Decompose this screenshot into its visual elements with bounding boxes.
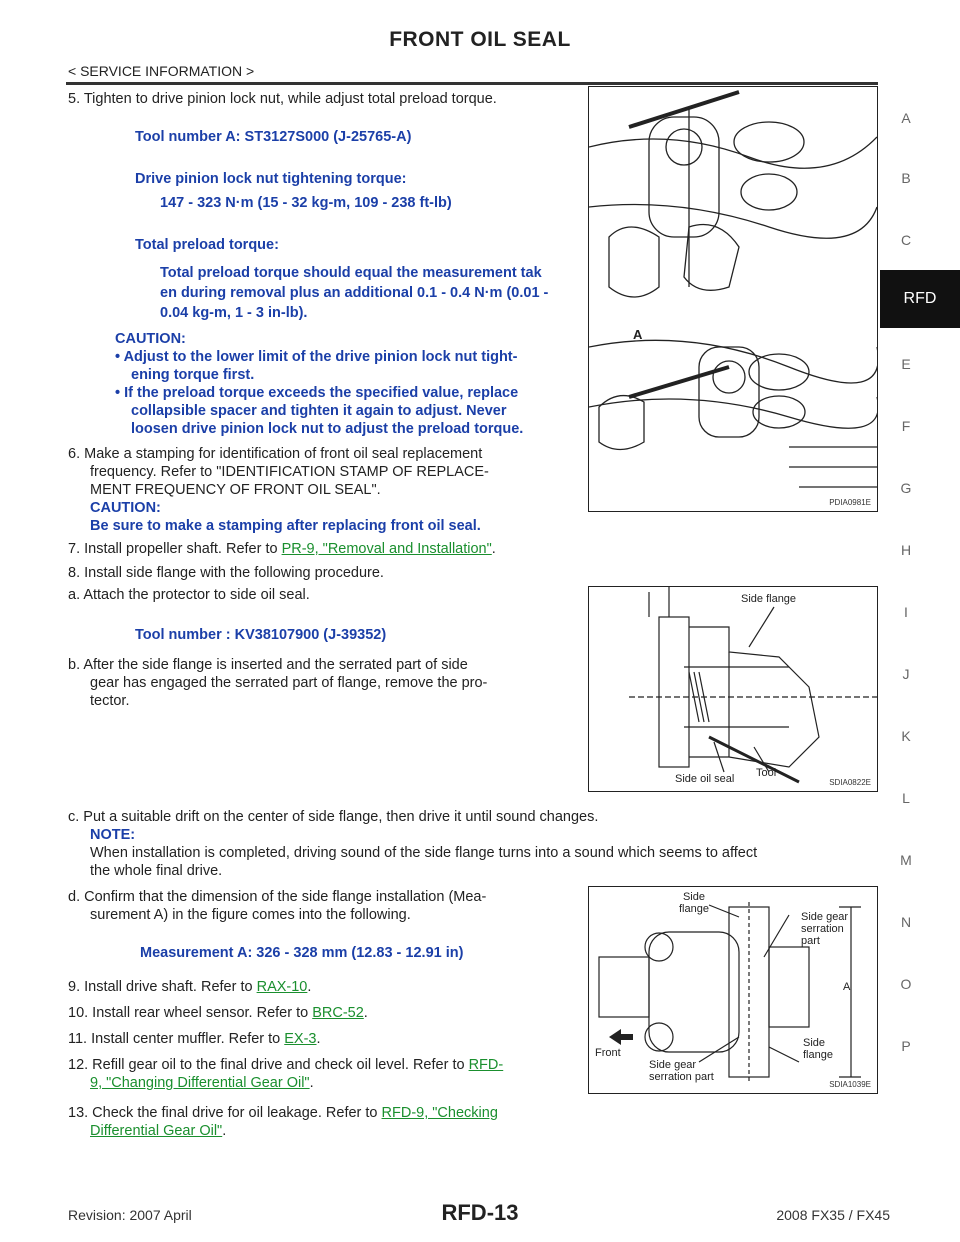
- note-line-1: When installation is completed, driving sound of the side flange turns into a sound which seems to affect: [90, 845, 758, 861]
- step-8b: [68, 656, 578, 710]
- label-side-flange-top-1: Side: [682, 891, 705, 903]
- figure-side-flange: [588, 586, 878, 792]
- step-7-end: .: [491, 541, 496, 557]
- preload-torque-label: Total preload torque:: [135, 237, 279, 253]
- footer-revision: Revision: 2007 April: [68, 1207, 192, 1223]
- index-letter-k[interactable]: K: [901, 728, 911, 744]
- preload-torque-text: [160, 263, 548, 323]
- caution-2c: loosen drive pinion lock nut to adjust the preload torque.: [131, 421, 524, 437]
- label-side-flange-top: [679, 891, 709, 915]
- figure-code-2: SDIA0822E: [829, 778, 871, 787]
- step-5: 5. Tighten to drive pinion lock nut, while adjust total preload torque.: [68, 91, 497, 107]
- step-6-line-3: MENT FREQUENCY OF FRONT OIL SEAL".: [90, 482, 381, 498]
- step-8b-line-1: b. After the side flange is inserted and the serrated part of side: [68, 657, 468, 673]
- side-flange-illustration: [589, 587, 877, 791]
- label-side-oil-seal: Side oil seal: [675, 773, 735, 785]
- note-heading: NOTE:: [90, 827, 136, 843]
- step-12-end: .: [309, 1075, 314, 1091]
- step-10-end: .: [363, 1005, 368, 1021]
- label-tool: Tool: [756, 767, 777, 779]
- preload-line-2: en during removal plus an additional 0.1 - 0.4 N·m (0.01 -: [160, 285, 549, 301]
- step-11-text: 11. Install center muffler. Refer to: [68, 1031, 285, 1047]
- index-letter-i[interactable]: I: [904, 604, 908, 620]
- link-pr-9[interactable]: PR-9, "Removal and Installation": [281, 541, 492, 557]
- step-13: [68, 1104, 583, 1140]
- figure-code-1: PDIA0981E: [829, 498, 871, 507]
- label-sgsp-2: serration part: [649, 1071, 714, 1083]
- index-letter-p[interactable]: P: [901, 1038, 911, 1054]
- link-rfd-9-a[interactable]: RFD-: [468, 1057, 504, 1073]
- label-sgsp-1: Side gear: [649, 1059, 697, 1071]
- measurement-a: Measurement A: 326 - 328 mm (12.83 - 12.91 in): [140, 945, 464, 961]
- index-letter-m[interactable]: M: [900, 852, 912, 868]
- step-8d-line-2: surement A) in the figure comes into the following.: [90, 907, 411, 923]
- index-letter-h[interactable]: H: [900, 542, 912, 558]
- label-side-flange-top-2: flange: [679, 903, 709, 915]
- index-letter-c[interactable]: C: [900, 232, 912, 248]
- step-6-line-2: frequency. Refer to "IDENTIFICATION STAMP OF REPLACE-: [90, 464, 489, 480]
- label-side-gear-serration-1: Side gear: [801, 911, 849, 923]
- preload-line-1: Total preload torque should equal the measurement tak: [160, 265, 542, 281]
- step-9-end: .: [307, 979, 312, 995]
- step-13-end: .: [222, 1123, 227, 1139]
- caution-2b: collapsible spacer and tighten it again to adjust. Never: [131, 403, 507, 419]
- step-10-text: 10. Install rear wheel sensor. Refer to: [68, 1005, 313, 1021]
- label-side-gear-serration: [801, 911, 848, 947]
- label-side-gear-serration-2: serration: [801, 923, 844, 935]
- lock-nut-torque-value: 147 - 323 N·m (15 - 32 kg-m, 109 - 238 ft-lb): [160, 195, 452, 211]
- section-subtitle: < SERVICE INFORMATION >: [68, 63, 255, 79]
- label-side-flange: Side flange: [741, 593, 797, 605]
- link-rfd-9-b[interactable]: 9, "Changing Differential Gear Oil": [90, 1075, 310, 1091]
- link-brc-52[interactable]: BRC-52: [312, 1005, 364, 1021]
- caution-2a: • If the preload torque exceeds the specified value, replace: [115, 385, 519, 401]
- step-13-text: 13. Check the final drive for oil leakage. Refer to: [68, 1105, 382, 1121]
- index-letter-g[interactable]: G: [900, 480, 912, 496]
- index-letter-o[interactable]: O: [900, 976, 912, 992]
- footer-model: 2008 FX35 / FX45: [776, 1207, 890, 1223]
- index-letter-n[interactable]: N: [900, 914, 912, 930]
- label-side-flange-bottom: [803, 1037, 833, 1061]
- step-9-text: 9. Install drive shaft. Refer to: [68, 979, 257, 995]
- caution-1a: • Adjust to the lower limit of the drive pinion lock nut tight-: [115, 349, 518, 365]
- step-8d: [68, 888, 578, 924]
- index-letter-f[interactable]: F: [901, 418, 911, 434]
- figure-preload-torque: [588, 86, 878, 512]
- step-11-end: .: [316, 1031, 321, 1047]
- step-12-text: 12. Refill gear oil to the final drive and check oil level. Refer to: [68, 1057, 469, 1073]
- caution-2-text: Be sure to make a stamping after replacing front oil seal.: [90, 518, 481, 534]
- section-index-sidebar: [880, 100, 960, 1100]
- step-10: [68, 1004, 368, 1022]
- caution-heading-1: CAUTION:: [115, 331, 186, 347]
- index-letter-b[interactable]: B: [901, 170, 911, 186]
- index-letter-j[interactable]: J: [902, 666, 910, 682]
- step-9: [68, 978, 311, 996]
- index-letter-l[interactable]: L: [902, 790, 910, 806]
- label-a: A: [843, 981, 851, 993]
- step-6-line-1: 6. Make a stamping for identification of front oil seal replacement: [68, 446, 483, 462]
- link-ex-3[interactable]: EX-3: [284, 1031, 317, 1047]
- label-side-flange-bottom-1: Side: [803, 1037, 826, 1049]
- index-letter-a[interactable]: A: [901, 110, 911, 126]
- caution-1b: ening torque first.: [131, 367, 255, 383]
- link-rfd-9-d[interactable]: Differential Gear Oil": [90, 1123, 223, 1139]
- step-8b-line-3: tector.: [90, 693, 130, 709]
- step-8a: a. Attach the protector to side oil seal.: [68, 587, 310, 603]
- link-rfd-9-c[interactable]: RFD-9, "Checking: [381, 1105, 498, 1121]
- step-8d-line-1: d. Confirm that the dimension of the side flange installation (Mea-: [68, 889, 487, 905]
- figure-code-3: SDIA1039E: [829, 1080, 871, 1089]
- link-rax-10[interactable]: RAX-10: [256, 979, 308, 995]
- preload-line-3: 0.04 kg-m, 1 - 3 in-lb).: [160, 305, 308, 321]
- step-6: [68, 445, 578, 535]
- step-8b-line-2: gear has engaged the serrated part of flange, remove the pro-: [90, 675, 488, 691]
- step-7-text: 7. Install propeller shaft. Refer to: [68, 541, 282, 557]
- tool-number-1: Tool number A: ST3127S000 (J-25765-A): [135, 129, 412, 145]
- note-line-2: the whole final drive.: [90, 863, 223, 879]
- step-12: [68, 1056, 583, 1092]
- page-number: RFD-13: [441, 1200, 519, 1225]
- page-title: FRONT OIL SEAL: [389, 28, 571, 51]
- index-letter-e[interactable]: E: [901, 356, 911, 372]
- label-side-flange-bottom-2: flange: [803, 1049, 833, 1061]
- figure-label-a: A: [633, 327, 643, 342]
- figure-measurement-a: [588, 886, 878, 1094]
- label-side-gear-serration-part: [649, 1059, 714, 1083]
- label-side-gear-serration-3: part: [801, 935, 820, 947]
- step-8c-line: c. Put a suitable drift on the center of side flange, then drive it until sound changes.: [68, 809, 599, 825]
- header-rule: [66, 82, 878, 85]
- preload-torque-illustration: [589, 87, 877, 511]
- index-letter-active[interactable]: RFD: [880, 270, 960, 328]
- step-8: 8. Install side flange with the following procedure.: [68, 565, 384, 581]
- caution-block-1: [115, 330, 580, 438]
- caution-heading-2: CAUTION:: [90, 500, 161, 516]
- label-front: Front: [595, 1047, 621, 1059]
- step-7: [68, 540, 496, 558]
- step-11: [68, 1030, 321, 1048]
- lock-nut-torque-label: Drive pinion lock nut tightening torque:: [135, 171, 407, 187]
- step-8c: [68, 808, 883, 880]
- tool-number-2: Tool number : KV38107900 (J-39352): [135, 627, 387, 643]
